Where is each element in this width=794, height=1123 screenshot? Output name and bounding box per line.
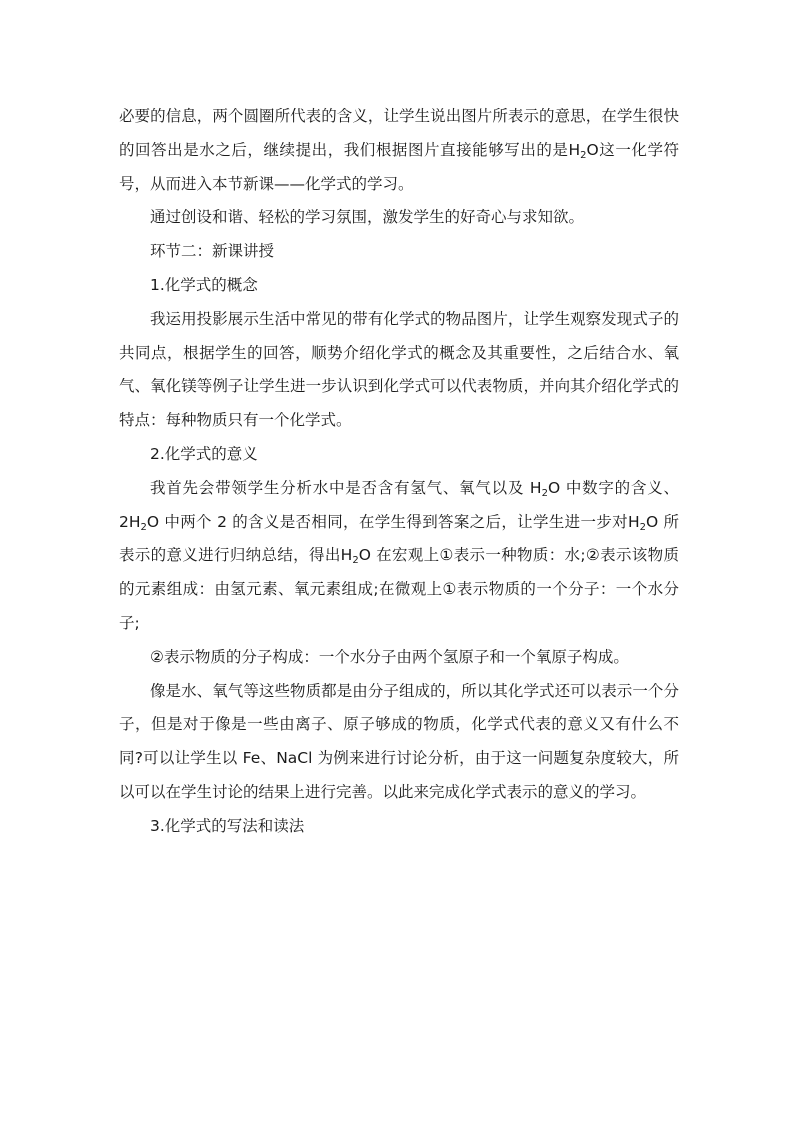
text-run: 必要的信息，两个圆圈所代表的含义，让学生说出图片所表示的意思，在学生很快的回答出是水之后，继续提出，我们根据图片直接能够写出的是H [119, 107, 679, 159]
section-heading-new-lesson: 环节二：新课讲授 [150, 242, 275, 261]
subheading-writing-reading: 3.化学式的写法和读法 [150, 816, 305, 835]
subscript: 2 [580, 149, 587, 161]
subheading-meaning: 2.化学式的意义 [150, 444, 258, 463]
subscript: 2 [639, 521, 647, 533]
text-run: O这一化学符号，从而进入本节新课——化学式的学习。 [119, 140, 679, 193]
paragraph-atmosphere: 通过创设和谐、轻松的学习氛围，激发学生的好奇心与求知欲。 [150, 208, 585, 227]
paragraph-intro-continuation [119, 100, 679, 201]
text-run: 我首先会带领学生分析水中是否含有氢气、氧气以及 H [150, 478, 542, 497]
paragraph-meaning [119, 472, 679, 641]
paragraph-molecular-structure: ②表示物质的分子构成：一个水分子由两个氢原子和一个氧原子构成。 [150, 647, 629, 666]
subscript: 2 [541, 487, 548, 499]
text-run: O 所表示的意义进行归纳总结，得出H [119, 512, 679, 565]
document-body [119, 100, 679, 844]
subscript: 2 [140, 521, 147, 533]
paragraph-concept: 我运用投影展示生活中常见的带有化学式的物品图片，让学生观察发现式子的共同点，根据学生的回答，顺势介绍化学式的概念及其重要性，之后结合水、氧气、氧化镁等例子让学生进一步认识到化学式可以代表物质，并向其介绍化学式的特点：每种物质只有一个化学式。 [119, 309, 679, 430]
paragraph-discussion: 像是水、氧气等这些物质都是由分子组成的，所以其化学式还可以表示一个分子，但是对于像是一些由离子、原子够成的物质，化学式代表的意义又有什么不同?可以让学生以 Fe、NaCl 为例来进行讨论分析，由于这一问题复杂度较大，所以可以在学生讨论的结果上进行完善。以此来完成化学式表示的意义的学习。 [119, 681, 679, 801]
subscript: 2 [352, 555, 359, 567]
text-run: O 在宏观上①表示一种物质：水;②表示该物质的元素组成：由氢元素、氧元素组成;在微观上①表示物质的一个分子：一个水分子; [119, 546, 679, 632]
text-run: O 中两个 2 的含义是否相同，在学生得到答案之后，让学生进一步对H [146, 512, 640, 531]
subheading-concept: 1.化学式的概念 [150, 275, 258, 294]
text-run: O 中数字的含义、2H [119, 478, 679, 531]
